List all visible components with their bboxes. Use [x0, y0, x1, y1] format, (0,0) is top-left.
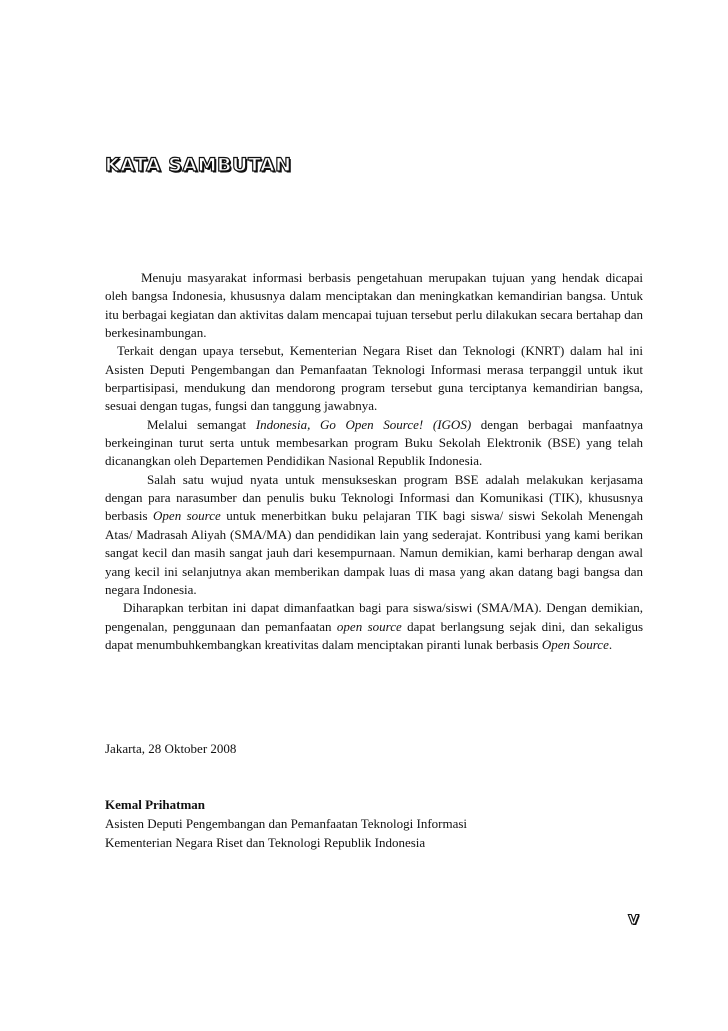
paragraph-4: [105, 471, 643, 599]
paragraph-text: dengan berbagai manfaatnya berkeinginan turut serta untuk membesarkan program Buku Sekolah Elektronik (BSE) yang telah dicanangkan oleh Departemen Pendidikan Nasional Republik Indonesia.: [105, 416, 643, 469]
signatory-name: Kemal Prihatman: [105, 797, 206, 812]
signatory-institution: Kementerian Negara Riset dan Teknologi Republik Indonesia: [105, 835, 426, 850]
page-number: v: [628, 909, 640, 929]
open-source-term: Open source: [153, 508, 221, 524]
paragraph-text: Melalui semangat: [147, 416, 256, 432]
paragraph-2: [105, 342, 643, 415]
page-title: KATA SAMBUTAN: [105, 154, 292, 176]
paragraph-1: [105, 269, 643, 342]
foreword-body: [105, 269, 643, 654]
paragraph-text: untuk menerbitkan buku pelajaran TIK bagi siswa/ siswi Sekolah Menengah Atas/ Madrasah Aliyah (SMA/MA) dan pendidikan lain yang sederajat. Kontribusi yang kami berikan sangat kecil dan masih sangat jauh dari kesempurnaan. Namun demikian, kami berharap dengan awal yang kecil ini selanjutnya akan memberikan dampak luas di masa yang akan datang bagi bangsa dan negara Indonesia.: [105, 508, 643, 597]
paragraph-5: [105, 599, 643, 654]
paragraph-text: Menuju masyarakat informasi berbasis pengetahuan merupakan tujuan yang hendak dicapai oleh bangsa Indonesia, khususnya dalam menciptakan dan meningkatkan kemandirian bangsa. Untuk itu berbagai kegiatan dan aktivitas dalam mencapai tujuan tersebut perlu dilakukan secara bertahap dan berkesinambungan.: [105, 270, 643, 341]
place-date: Jakarta, 28 Oktober 2008: [105, 741, 237, 756]
open-source-term: open source: [336, 618, 402, 634]
paragraph-3: [105, 416, 643, 471]
paragraph-text: Diharapkan terbitan ini dapat dimanfaatkan bagi para siswa/siswi (SMA/MA). Dengan demikian, pengenalan, penggunaan dan pemanfaatan: [105, 600, 643, 634]
paragraph-text: dapat berlangsung sejak dini, dan sekaligus dapat menumbuhkembangkan kreativitas dalam menciptakan piranti lunak berbasis: [105, 618, 644, 652]
paragraph-text: .: [608, 636, 613, 652]
igos-term: Indonesia, Go Open Source! (IGOS): [255, 416, 472, 432]
signatory-position: Asisten Deputi Pengembangan dan Pemanfaatan Teknologi Informasi: [105, 816, 468, 831]
signature-block: [105, 795, 467, 852]
paragraph-text: Salah satu wujud nyata untuk mensukseskan program BSE adalah melakukan kerjasama dengan para narasumber dan penulis buku Teknologi Informasi dan Komunikasi (TIK), khususnya berbasis: [105, 471, 643, 524]
open-source-term: Open Source: [541, 636, 609, 652]
paragraph-text: Terkait dengan upaya tersebut, Kementerian Negara Riset dan Teknologi (KNRT) dalam hal ini Asisten Deputi Pengembangan dan Pemanfaatan Teknologi Informasi merasa terpanggil untuk ikut berpartisipasi, mendukung dan mendorong program tersebut guna terciptanya kemandirian bangsa, sesuai dengan tugas, fungsi dan tanggung jawabnya.: [105, 343, 643, 414]
